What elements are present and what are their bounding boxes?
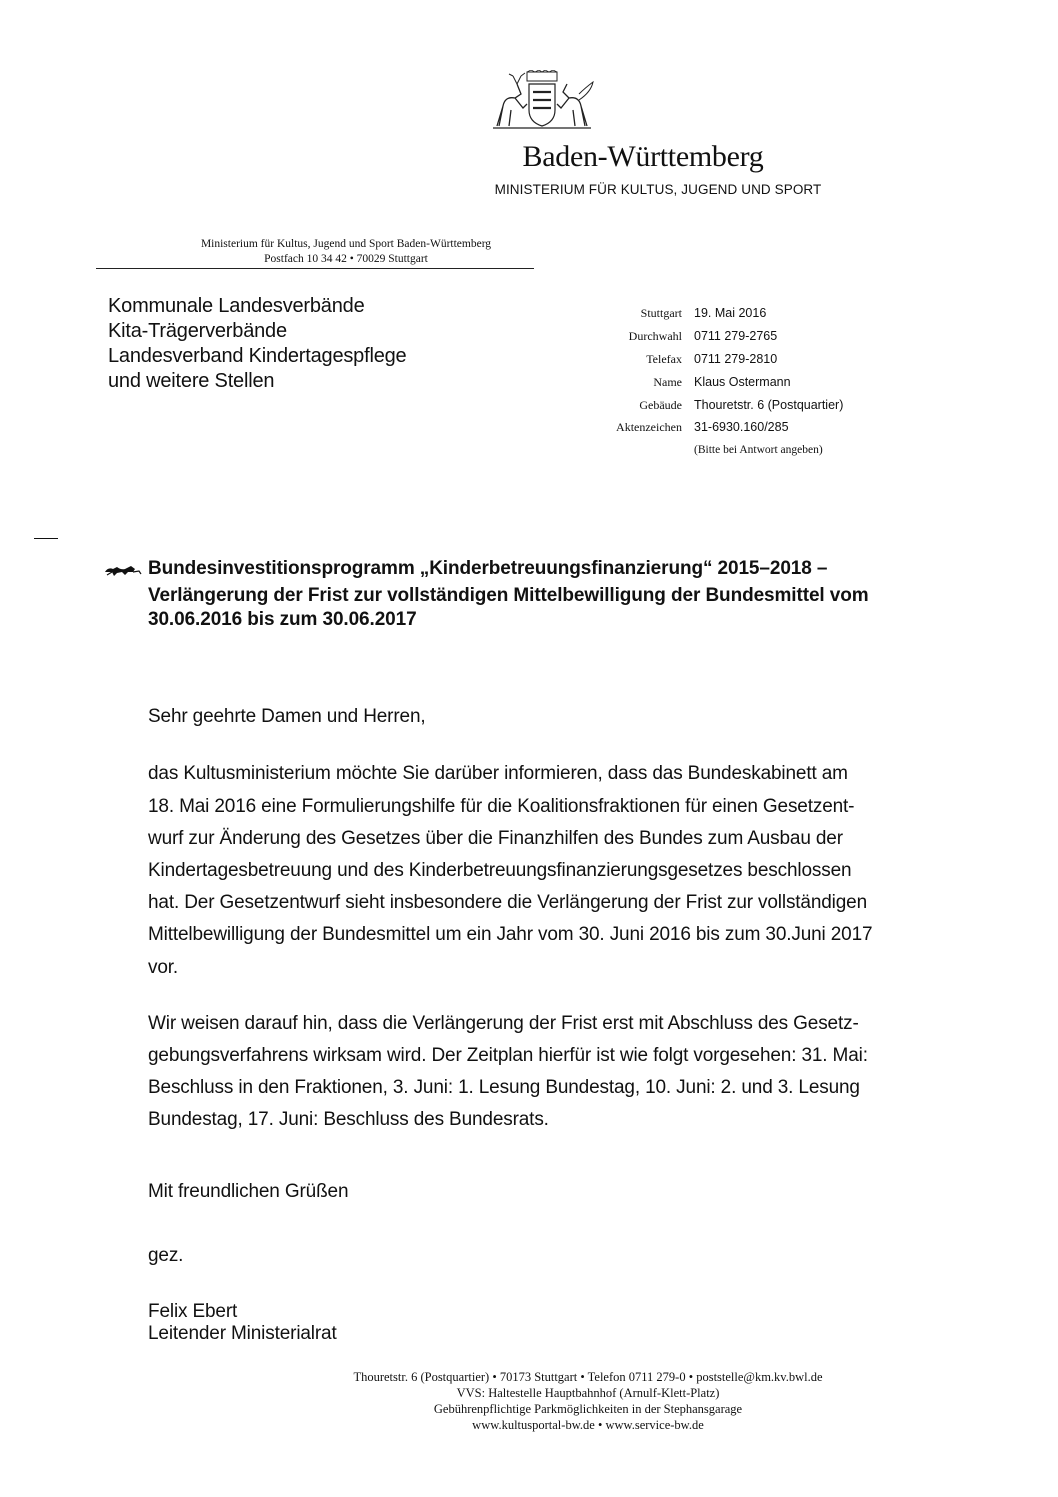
- salutation: Sehr geehrte Damen und Herren,: [148, 706, 426, 727]
- info-value-extension: 0711 279-2765: [694, 329, 778, 343]
- recipient-line: und weitere Stellen: [108, 370, 275, 392]
- signer-name: Felix Ebert: [148, 1301, 238, 1322]
- info-value-name: Klaus Ostermann: [694, 375, 791, 389]
- info-label-name: Name: [653, 375, 682, 389]
- sender-divider: [96, 268, 534, 269]
- paragraph-1-line: hat. Der Gesetzentwurf sieht insbesondere die Verlängerung der Frist zur vollständigen: [148, 892, 867, 913]
- footer-transit: VVS: Haltestelle Hauptbahnhof (Arnulf-Klett-Platz): [456, 1386, 720, 1400]
- paragraph-1-line: Mittelbewilligung der Bundesmittel um ein Jahr vom 30. Juni 2016 bis zum 30.Juni 2017: [148, 924, 873, 945]
- paragraph-2-line: gebungsverfahrens wirksam wird. Der Zeitplan hierfür ist wie folgt vorgesehen: 31. Mai:: [148, 1045, 868, 1066]
- info-label-city: Stuttgart: [640, 306, 682, 320]
- paragraph-2-line: Wir weisen darauf hin, dass die Verlängerung der Frist erst mit Abschluss des Gesetz-: [148, 1013, 859, 1034]
- paragraph-1-line: vor.: [148, 957, 179, 978]
- signer-title: Leitender Ministerialrat: [148, 1323, 337, 1344]
- sender-line-1: Ministerium für Kultus, Jugend und Sport Baden-Württemberg: [200, 238, 492, 250]
- paragraph-1-line: das Kultusministerium möchte Sie darüber informieren, dass das Bundeskabinett am: [148, 763, 848, 784]
- coat-of-arms-logo: [487, 70, 597, 132]
- subject-line-3: 30.06.2016 bis zum 30.06.2017: [148, 609, 417, 630]
- info-value-fax: 0711 279-2810: [694, 352, 778, 366]
- info-label-fax: Telefax: [646, 352, 682, 366]
- info-value-reference: 31-6930.160/285: [694, 420, 789, 434]
- reference-note: (Bitte bei Antwort angeben): [694, 444, 823, 456]
- info-label-extension: Durchwahl: [628, 329, 682, 343]
- paragraph-1-line: wurf zur Änderung des Gesetzes über die Finanzhilfen des Bundes zum Ausbau der: [148, 828, 843, 849]
- state-name: Baden-Württemberg: [522, 140, 764, 173]
- info-value-building: Thouretstr. 6 (Postquartier): [694, 398, 844, 412]
- paragraph-2-line: Beschluss in den Fraktionen, 3. Juni: 1. Lesung Bundestag, 10. Juni: 2. und 3. Lesung: [148, 1077, 860, 1098]
- paragraph-1-line: Kindertagesbetreuung und des Kinderbetreuungsfinanzierungsgesetzes beschlossen: [148, 860, 852, 881]
- info-label-reference: Aktenzeichen: [616, 420, 682, 434]
- signed-mark: gez.: [148, 1245, 184, 1266]
- ministry-name: MINISTERIUM FÜR KULTUS, JUGEND UND SPORT: [494, 182, 822, 197]
- subject-line-2: Verlängerung der Frist zur vollständigen Mittelbewilligung der Bundesmittel vom: [148, 585, 869, 606]
- sender-line-2: Postfach 10 34 42 • 70029 Stuttgart: [264, 253, 428, 265]
- recipient-line: Landesverband Kindertagespflege: [108, 345, 407, 367]
- fold-mark: [34, 538, 58, 539]
- paragraph-2-line: Bundestag, 17. Juni: Beschluss des Bundesrats.: [148, 1109, 549, 1130]
- footer-websites: www.kultusportal-bw.de • www.service-bw.de: [472, 1418, 704, 1432]
- footer-address: Thouretstr. 6 (Postquartier) • 70173 Stuttgart • Telefon 0711 279-0 • poststelle@km.kv.bwl.de: [353, 1370, 823, 1384]
- lion-icon: [103, 563, 143, 577]
- info-value-date: 19. Mai 2016: [694, 306, 767, 320]
- paragraph-1-line: 18. Mai 2016 eine Formulierungshilfe für die Koalitionsfraktionen für einen Gesetzent-: [148, 796, 855, 817]
- footer-parking: Gebührenpflichtige Parkmöglichkeiten in der Stephansgarage: [433, 1402, 743, 1416]
- info-label-building: Gebäude: [639, 398, 682, 412]
- subject-line-1: Bundesinvestitionsprogramm „Kinderbetreuungsfinanzierung“ 2015–2018 –: [148, 558, 828, 579]
- closing-phrase: Mit freundlichen Grüßen: [148, 1181, 349, 1202]
- recipient-line: Kommunale Landesverbände: [108, 295, 365, 317]
- recipient-line: Kita-Trägerverbände: [108, 320, 287, 342]
